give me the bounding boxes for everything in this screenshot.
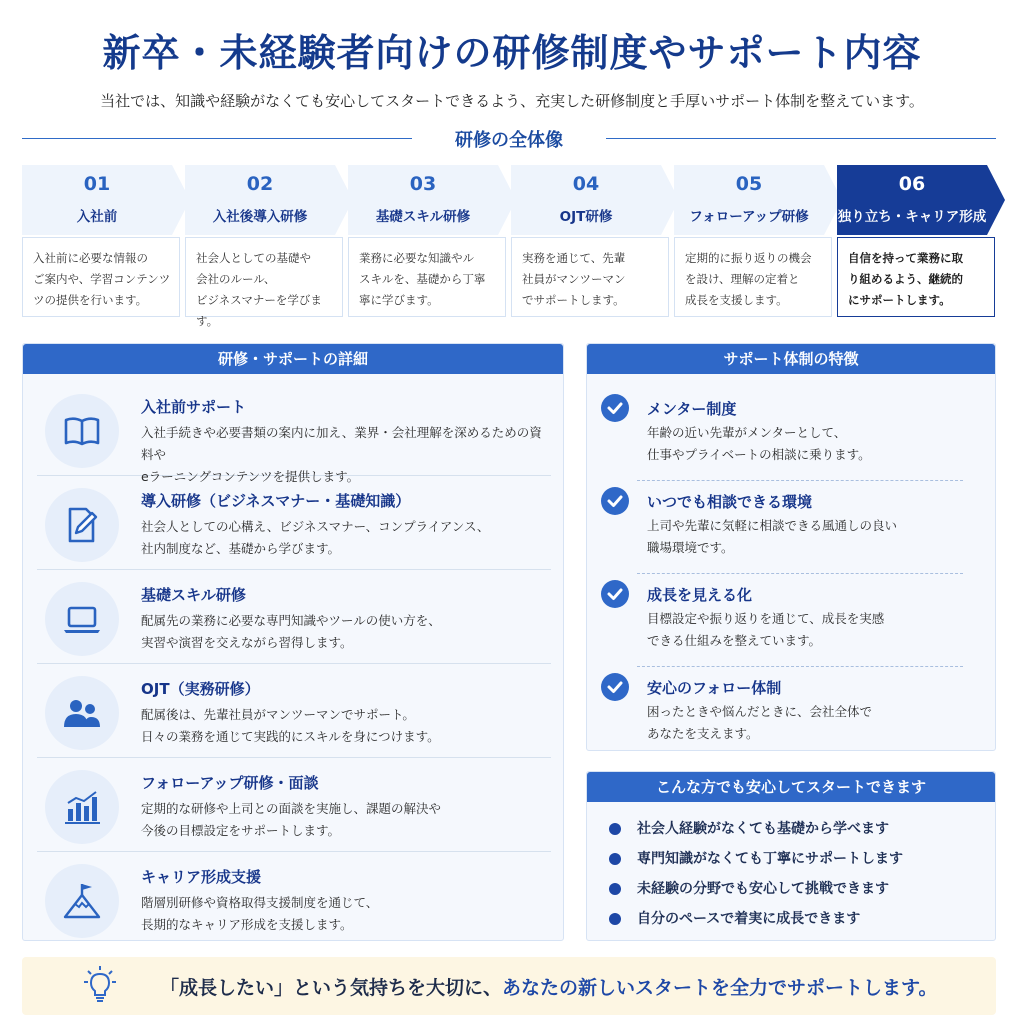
step-description: 自信を持って業務に取 り組めるよう、継続的 にサポートします。 [837, 237, 995, 317]
bullet-dot-icon [609, 823, 621, 835]
list-item [609, 904, 903, 934]
training-details-panel [22, 343, 564, 941]
list-item [609, 874, 903, 904]
page-title: 新卒・未経験者向けの研修制度やサポート内容 [102, 31, 922, 75]
bullet-dot-icon [609, 853, 621, 865]
detail-text: 階層別研修や資格取得支援制度を通じて、 長期的なキャリア形成を支援します。 [141, 895, 379, 932]
feature-title: メンター制度 [647, 400, 737, 418]
step-6 [837, 165, 995, 318]
detail-text: 配属先の業務に必要な専門知識やツールの使い方を、 実習や演習を交えながら習得します。 [141, 613, 441, 650]
list-item [609, 844, 903, 874]
detail-text: 定期的な研修や上司との面談を実施し、課題の解決や 今後の目標設定をサポートします。 [141, 801, 442, 838]
feature-title: 成長を見える化 [647, 586, 753, 604]
feature-text: 困ったときや悩んだときに、会社全体で あなたを支えます。 [647, 704, 873, 741]
detail-icon-circle [45, 488, 119, 562]
detail-title: フォローアップ研修・面談 [141, 774, 319, 792]
detail-item [37, 476, 551, 570]
step-number: 02 [246, 173, 274, 195]
detail-title: 導入研修（ビジネスマナー・基礎知識） [141, 492, 411, 510]
detail-title: 基礎スキル研修 [141, 586, 246, 604]
step-number: 05 [735, 173, 763, 195]
detail-icon-circle [45, 582, 119, 656]
detail-item [37, 758, 551, 852]
step-name: OJT研修 [559, 209, 613, 225]
check-circle-icon [601, 394, 629, 422]
page-subtitle: 当社では、知識や経験がなくても安心してスタートできるよう、充実した研修制度と手厚いサポート体制を整えています。 [100, 92, 924, 110]
check-circle-icon [601, 580, 629, 608]
detail-item [37, 852, 551, 945]
step-name: 独り立ち・キャリア形成 [837, 209, 987, 225]
step-name: 入社前 [76, 209, 118, 225]
footer-message [160, 973, 938, 1000]
divider-right [606, 138, 996, 139]
step-4 [511, 165, 669, 318]
detail-title: キャリア形成支援 [141, 868, 262, 886]
detail-item [37, 382, 551, 484]
feature-text: 目標設定や振り返りを通じて、成長を実感 できる仕組みを整えています。 [647, 611, 885, 648]
detail-text: 入社手続きや必要書類の案内に加え、業界・会社理解を深めるための資料や eラーニングコンテンツを提供します。 [141, 425, 542, 484]
step-description: 社会人としての基礎や 会社のルール、 ビジネスマナーを学びます。 [185, 237, 343, 317]
step-name: 入社後導入研修 [212, 209, 308, 225]
feature-item [601, 667, 973, 760]
list-item-text: 専門知識がなくても丁寧にサポートします [637, 851, 903, 867]
detail-title: 入社前サポート [141, 398, 247, 416]
list-item-text: 未経験の分野でも安心して挑戦できます [637, 881, 889, 897]
detail-icon-circle [45, 770, 119, 844]
step-description: 定期的に振り返りの機会 を設け、理解の定着と 成長を支援します。 [674, 237, 832, 317]
feature-title: いつでも相談できる環境 [647, 493, 813, 511]
step-number: 01 [83, 173, 111, 195]
step-description: 入社前に必要な情報の ご案内や、学習コンテンツ ツの提供を行います。 [22, 237, 180, 317]
detail-title: OJT（実務研修） [141, 680, 260, 698]
step-3 [348, 165, 506, 318]
feature-text: 年齢の近い先輩がメンターとして、 仕事やプライベートの相談に乗ります。 [647, 425, 871, 462]
mountain-flag-icon [62, 881, 102, 921]
check-circle-icon [601, 673, 629, 701]
step-name: 基礎スキル研修 [375, 209, 471, 225]
bar-chart-icon [62, 787, 102, 827]
edit-document-icon [62, 505, 102, 545]
support-features-heading: サポート体制の特徴 [587, 344, 995, 374]
overview-heading [22, 124, 996, 154]
training-steps [22, 165, 996, 328]
bullet-dot-icon [609, 913, 621, 925]
step-name: フォローアップ研修 [689, 209, 809, 225]
detail-icon-circle [45, 394, 119, 468]
detail-text: 社会人としての心構え、ビジネスマナー、コンプライアンス、 社内制度など、基礎から学びます。 [141, 519, 490, 556]
list-item-text: 社会人経験がなくても基礎から学べます [637, 821, 889, 837]
assurance-list [609, 814, 903, 934]
support-features-panel [586, 343, 996, 751]
step-2 [185, 165, 343, 328]
list-item-text: 自分のペースで着実に成長できます [637, 911, 861, 927]
feature-title: 安心のフォロー体制 [647, 679, 782, 697]
check-circle-icon [601, 487, 629, 515]
feature-text: 上司や先輩に気軽に相談できる風通しの良い 職場環境です。 [647, 518, 898, 555]
book-icon [62, 411, 102, 451]
feature-item [601, 574, 973, 667]
step-description: 実務を通じて、先輩 社員がマンツーマン でサポートします。 [511, 237, 669, 317]
laptop-icon [62, 599, 102, 639]
assurance-heading: こんな方でも安心してスタートできます [587, 772, 995, 802]
step-number: 06 [898, 173, 926, 195]
overview-heading-text: 研修の全体像 [455, 130, 563, 151]
step-description: 業務に必要な知識やル スキルを、基礎から丁寧 寧に学びます。 [348, 237, 506, 317]
training-details-heading: 研修・サポートの詳細 [23, 344, 563, 374]
assurance-panel [586, 771, 996, 941]
footer-message-part2: あなたの新しいスタートを全力でサポートします。 [502, 977, 938, 999]
people-icon [62, 693, 102, 733]
bullet-dot-icon [609, 883, 621, 895]
feature-item [601, 388, 973, 481]
step-number: 03 [409, 173, 437, 195]
detail-icon-circle [45, 864, 119, 938]
detail-icon-circle [45, 676, 119, 750]
footer-banner [22, 957, 996, 1015]
detail-text: 配属後は、先輩社員がマンツーマンでサポート。 日々の業務を通じて実践的にスキルを身につけます。 [141, 707, 440, 744]
step-number: 04 [572, 173, 600, 195]
list-item [609, 814, 903, 844]
step-1 [22, 165, 180, 318]
detail-item [37, 570, 551, 664]
step-5 [674, 165, 832, 318]
detail-item [37, 664, 551, 758]
footer-message-part1: 「成長したい」という気持ちを大切に、 [160, 977, 503, 999]
lightbulb-icon [78, 964, 122, 1008]
feature-item [601, 481, 973, 574]
